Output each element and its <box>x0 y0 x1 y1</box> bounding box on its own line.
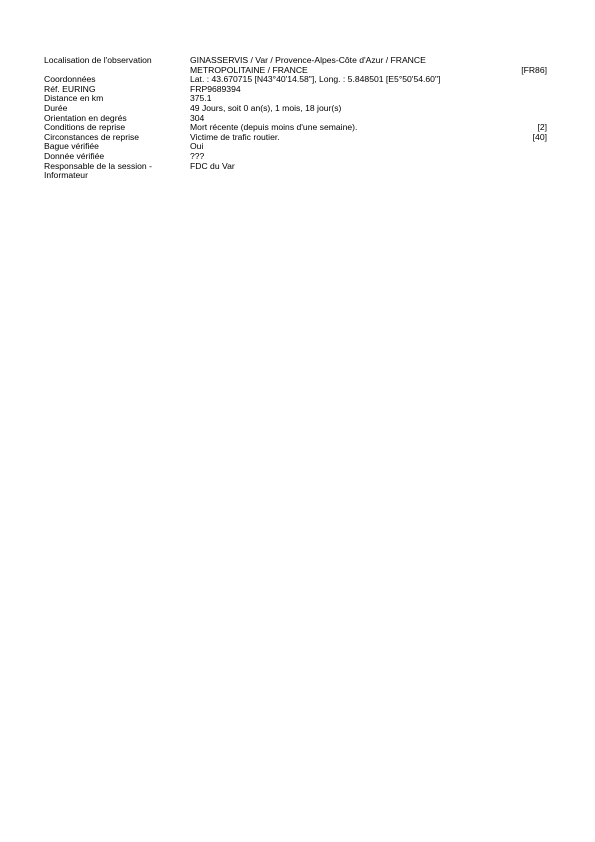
ref-euring-label: Réf. EURING <box>44 83 96 94</box>
localisation-code: [FR86] <box>521 64 547 75</box>
row-circonstances <box>44 133 547 143</box>
responsable-value: FDC du Var <box>190 160 235 171</box>
orientation-value: 304 <box>190 112 205 123</box>
conditions-value: Mort récente (depuis moins d'une semaine). <box>190 122 358 133</box>
ref-euring-value: FRP9689394 <box>190 83 241 94</box>
distance-value: 375.1 <box>190 93 212 104</box>
localisation-value: GINASSERVIS / Var / Provence-Alpes-Côte d'Azur / FRANCE METROPOLITAINE / FRANCE <box>190 55 426 75</box>
row-localisation <box>44 56 547 75</box>
donnee-value: ??? <box>190 150 205 161</box>
duree-value: 49 Jours, soit 0 an(s), 1 mois, 18 jour(s) <box>190 102 342 113</box>
responsable-label: Responsable de la session - Informateur <box>44 160 152 181</box>
row-ref-euring <box>44 85 547 95</box>
row-bague <box>44 142 547 152</box>
row-coordonnees <box>44 75 547 85</box>
coordonnees-value: Lat. : 43.670715 [N43°40'14.58"], Long. : 5.848501 [E5°50'54.60"] <box>190 74 441 85</box>
duree-label: Durée <box>44 102 68 113</box>
circonstances-code: [40] <box>532 131 547 142</box>
donnee-label: Donnée vérifiée <box>44 150 105 161</box>
bague-value: Oui <box>190 141 204 152</box>
observation-record <box>44 56 547 181</box>
coordonnees-label: Coordonnées <box>44 74 96 85</box>
circonstances-label: Circonstances de reprise <box>44 131 140 142</box>
localisation-label: Localisation de l'observation <box>44 55 152 65</box>
distance-label: Distance en km <box>44 93 104 104</box>
orientation-label: Orientation en degrés <box>44 112 127 123</box>
conditions-code: [2] <box>537 122 547 133</box>
row-responsable <box>44 162 547 181</box>
conditions-label: Conditions de reprise <box>44 122 126 133</box>
bague-label: Bague vérifiée <box>44 141 99 152</box>
circonstances-value: Victime de trafic routier. <box>190 131 280 142</box>
